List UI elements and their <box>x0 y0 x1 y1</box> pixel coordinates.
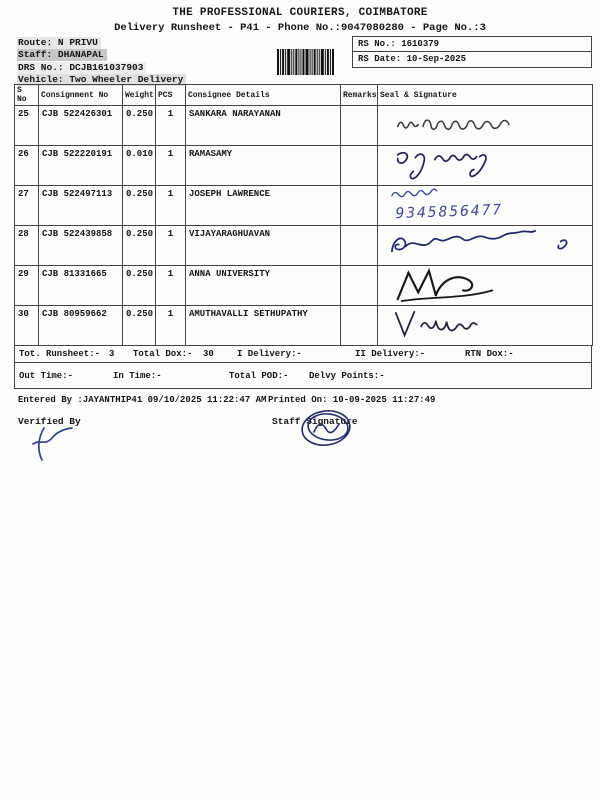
table-row <box>15 306 593 346</box>
sno-cell: 29 <box>15 266 39 306</box>
rtn-dox-label: RTN Dox:- <box>465 349 514 359</box>
col-header-remarks: Remarks <box>341 85 378 106</box>
total-pod-label: Total POD:- <box>229 371 289 381</box>
pcs-cell: 1 <box>156 306 186 346</box>
pcs-cell: 1 <box>156 106 186 146</box>
delvy-points-label: Delvy Points:- <box>309 371 385 381</box>
consignment-cell: CJB 522497113 <box>39 186 123 226</box>
signature-cell <box>378 226 593 266</box>
weight-cell: 0.250 <box>123 266 156 306</box>
i-delivery-label: I Delivery:- <box>237 349 302 359</box>
consignment-cell: CJB 522439858 <box>39 226 123 266</box>
consignee-cell: AMUTHAVALLI SETHUPATHY <box>186 306 341 346</box>
weight-cell: 0.250 <box>123 306 156 346</box>
remarks-cell <box>341 226 378 266</box>
rs-no-value: 1610379 <box>401 39 440 49</box>
signature-cell <box>378 266 593 306</box>
col-header-weight: Weight <box>123 85 156 106</box>
rs-no-line <box>353 37 591 52</box>
in-time-label: In Time:- <box>113 371 162 381</box>
route-line <box>17 37 101 49</box>
signature-row-28-icon <box>378 226 592 265</box>
drs-line <box>17 62 146 74</box>
table-row <box>15 146 593 186</box>
weight-cell: 0.250 <box>123 106 156 146</box>
remarks-cell <box>341 146 378 186</box>
remarks-cell <box>341 106 378 146</box>
consignment-cell: CJB 522220191 <box>39 146 123 186</box>
table-row <box>15 106 593 146</box>
remarks-cell <box>341 186 378 226</box>
remarks-cell <box>341 266 378 306</box>
table-row <box>15 266 593 306</box>
tot-runsheet-label: Tot. Runsheet:- <box>19 349 101 359</box>
total-dox-label: Total Dox:- <box>133 349 193 359</box>
total-dox-value: 30 <box>203 349 214 359</box>
weight-cell: 0.250 <box>123 226 156 266</box>
rs-info-box <box>352 36 592 68</box>
consignment-table <box>14 84 593 346</box>
col-header-seal-signature: Seal & Signature <box>378 85 593 106</box>
vehicle-label: Vehicle: <box>18 74 64 85</box>
times-row <box>14 363 592 389</box>
sno-cell: 30 <box>15 306 39 346</box>
sno-cell: 28 <box>15 226 39 266</box>
signature-row-25-icon <box>378 106 592 145</box>
col-header-sno: S No <box>15 85 39 106</box>
runsheet-body <box>14 84 592 486</box>
pcs-cell: 1 <box>156 146 186 186</box>
signature-row-30-icon <box>378 306 592 345</box>
verified-by-label: Verified By <box>18 416 81 427</box>
consignee-cell: VIJAYARAGHUAVAN <box>186 226 341 266</box>
col-header-consignee: Consignee Details <box>186 85 341 106</box>
signature-row-29-icon <box>378 266 592 305</box>
signature-cell <box>378 306 593 346</box>
verified-by-signature-icon <box>26 424 86 468</box>
staff-label: Staff: <box>18 49 53 60</box>
signature-row-27-icon <box>378 186 592 225</box>
pcs-cell: 1 <box>156 186 186 226</box>
consignee-cell: RAMASAMY <box>186 146 341 186</box>
signature-cell <box>378 146 593 186</box>
table-row <box>15 186 593 226</box>
consignee-cell: SANKARA NARAYANAN <box>186 106 341 146</box>
rs-date-label: RS Date: <box>358 54 402 64</box>
route-value: N PRIVU <box>57 37 98 48</box>
totals-row <box>14 346 592 363</box>
entered-by-text: Entered By :JAYANTHIP41 09/10/2025 11:22:47 AM <box>18 395 267 405</box>
rs-date-line <box>353 52 591 67</box>
handwritten-phone-number: 9345856477 <box>395 201 504 223</box>
sno-cell: 27 <box>15 186 39 226</box>
staff-signature-seal-icon <box>296 404 360 452</box>
consignee-cell: JOSEPH LAWRENCE <box>186 186 341 226</box>
staff-line <box>17 49 107 61</box>
staff-value: DHANAPAL <box>57 49 104 60</box>
drs-label: DRS No.: <box>18 62 64 73</box>
remarks-cell <box>341 306 378 346</box>
pcs-cell: 1 <box>156 226 186 266</box>
vehicle-value: Two Wheeler Delivery <box>69 74 184 85</box>
col-header-pcs: PCS <box>156 85 186 106</box>
signature-row-26-icon <box>378 146 592 185</box>
consignment-cell: CJB 522426301 <box>39 106 123 146</box>
route-label: Route: <box>18 37 53 48</box>
table-header-row <box>15 85 593 106</box>
table-row <box>15 226 593 266</box>
out-time-label: Out Time:- <box>19 371 74 381</box>
drs-value: DCJB161037903 <box>69 62 144 73</box>
consignee-cell: ANNA UNIVERSITY <box>186 266 341 306</box>
weight-cell: 0.010 <box>123 146 156 186</box>
rs-date-value: 10-Sep-2025 <box>406 54 467 64</box>
verification-row <box>14 416 592 486</box>
tot-runsheet-value: 3 <box>109 349 115 359</box>
printed-on-text: Printed On: 10-09-2025 11:27:49 <box>268 395 436 405</box>
pcs-cell: 1 <box>156 266 186 306</box>
consignment-cell: CJB 81331665 <box>39 266 123 306</box>
staff-signature-label: Staff Signature <box>272 416 358 427</box>
company-title: THE PROFESSIONAL COURIERS, COIMBATORE <box>172 7 428 19</box>
sno-cell: 26 <box>15 146 39 186</box>
rs-no-label: RS No.: <box>358 39 396 49</box>
signature-cell <box>378 186 593 226</box>
barcode-icon <box>277 49 334 75</box>
consignment-cell: CJB 80959662 <box>39 306 123 346</box>
sno-cell: 25 <box>15 106 39 146</box>
col-header-consignment: Consignment No <box>39 85 123 106</box>
weight-cell: 0.250 <box>123 186 156 226</box>
runsheet-subtitle: Delivery Runsheet - P41 - Phone No.:9047080280 - Page No.:3 <box>114 22 486 34</box>
ii-delivery-label: II Delivery:- <box>355 349 426 359</box>
signature-cell <box>378 106 593 146</box>
